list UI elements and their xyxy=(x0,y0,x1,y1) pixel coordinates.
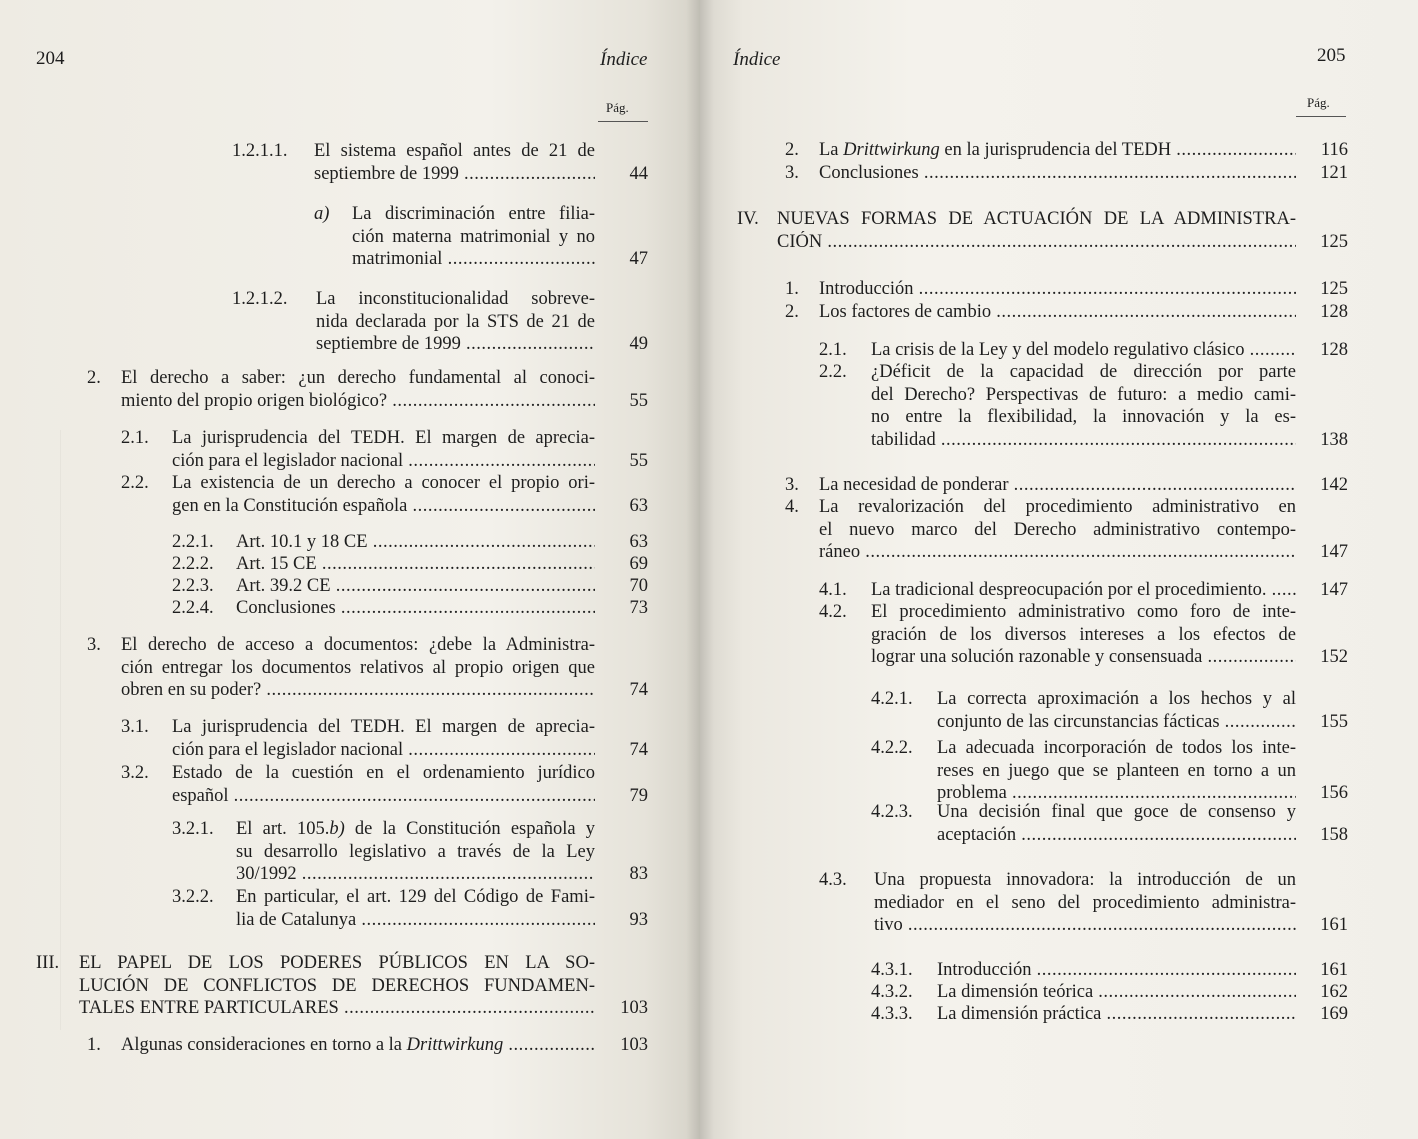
toc-entry-page: 47 xyxy=(629,249,648,269)
toc-entry-text-line: La Drittwirkung en la jurisprudencia del TEDH ..... xyxy=(819,139,1296,162)
toc-entry-text-line: no entre la flexibilidad, la innovación y la es- xyxy=(871,407,1296,427)
toc-entry-text-line: TALES ENTRE PARTICULARES ..... xyxy=(79,997,595,1020)
toc-entry-page: 121 xyxy=(1320,163,1348,183)
toc-entry-text-line: La tradicional despreocupación por el procedimiento. ..... xyxy=(871,579,1296,602)
toc-entry-3 xyxy=(87,634,648,702)
toc-entry-page: 103 xyxy=(620,998,648,1018)
toc-entry-page: 152 xyxy=(1320,647,1348,667)
toc-entry-number: a) xyxy=(314,204,330,224)
toc-entry-page: 63 xyxy=(629,495,648,516)
toc-entry-number: 3. xyxy=(785,475,799,495)
toc-entry-text-line: Estado de la cuestión en el ordenamiento jurídico xyxy=(172,763,595,783)
right-pag-rule xyxy=(1296,116,1346,117)
toc-entry-text-line: Art. 10.1 y 18 CE ..... xyxy=(236,531,595,554)
toc-entry-text-line: gración de los diversos intereses a los efectos de xyxy=(871,624,1296,645)
toc-entry-text-line: septiembre de 1999 ..... xyxy=(316,333,595,356)
toc-entry-number: III. xyxy=(36,953,60,973)
left-pag-label: Pág. xyxy=(606,100,629,115)
right-pag-label: Pág. xyxy=(1307,95,1330,110)
toc-entry-page: 128 xyxy=(1320,302,1348,322)
toc-entry-number: 2.1. xyxy=(819,340,847,360)
toc-entry-number: 4.2.1. xyxy=(871,689,913,709)
toc-entry-text-line: tabilidad ..... xyxy=(871,429,1296,452)
toc-entry-text-line: La inconstitucionalidad sobreve- xyxy=(316,289,595,309)
toc-entry-text-line: el nuevo marco del Derecho administrativo contempo- xyxy=(819,519,1296,540)
toc-entry-text-line: tivo ..... xyxy=(874,914,1296,937)
toc-entry-page: 142 xyxy=(1320,475,1348,495)
toc-entry-number: 3. xyxy=(785,163,799,183)
toc-entry-2-1 xyxy=(819,339,1348,362)
toc-entry-text-line: ción entregar los documentos relativos al propio origen que xyxy=(121,657,595,678)
toc-entry-page: 169 xyxy=(1320,1004,1348,1024)
toc-entry-text-line: obren en su poder? ..... xyxy=(121,679,595,702)
toc-entry-text-line: Art. 15 CE ..... xyxy=(236,553,595,576)
toc-entry-text-line: Introducción ..... xyxy=(937,959,1296,982)
toc-entry-text-line: Conclusiones ..... xyxy=(236,597,595,620)
toc-entry-1-2-1-1 xyxy=(232,140,648,185)
toc-entry-text-line: ción materna matrimonial y no xyxy=(352,226,595,247)
toc-entry-page: 116 xyxy=(1320,140,1348,160)
toc-entry-page: 125 xyxy=(1320,231,1348,252)
toc-entry-text-line: ¿Déficit de la capacidad de dirección por parte xyxy=(871,362,1296,382)
toc-entry-iv xyxy=(737,208,1348,253)
toc-entry-page: 161 xyxy=(1320,960,1348,980)
toc-entry-text-line: La dimensión práctica ..... xyxy=(937,1003,1296,1026)
toc-entry-text-line: LUCIÓN DE CONFLICTOS DE DERECHOS FUNDAMEN- xyxy=(79,975,595,996)
left-running-head: Índice xyxy=(600,49,648,70)
toc-entry-page: 156 xyxy=(1320,783,1348,803)
toc-entry-text-line: español ..... xyxy=(172,785,595,808)
toc-entry-text-line: aceptación ..... xyxy=(937,824,1296,847)
toc-entry-text-line: mediador en el seno del procedimiento administra- xyxy=(874,892,1296,913)
toc-entry-number: 4.2.2. xyxy=(871,738,913,758)
toc-entry-2-2 xyxy=(121,472,648,517)
right-page-number: 205 xyxy=(1317,45,1346,66)
toc-entry-number: 2. xyxy=(785,140,799,160)
toc-entry-text-line: Algunas consideraciones en torno a la Drittwirkung ..... xyxy=(121,1034,595,1057)
toc-entry-number: 4.1. xyxy=(819,580,847,600)
toc-entry-text-line: El procedimiento administrativo como foro de inte- xyxy=(871,602,1296,622)
toc-entry-text-line: CIÓN ..... xyxy=(777,231,1296,254)
toc-entry-text-line: ción para el legislador nacional ..... xyxy=(172,739,595,762)
left-page-number: 204 xyxy=(36,48,65,69)
toc-entry-text-line: La discriminación entre filia- xyxy=(352,204,595,224)
toc-entry-text-line: La jurisprudencia del TEDH. El margen de aprecia- xyxy=(172,717,595,737)
toc-entry-4-3-3 xyxy=(871,1003,1348,1026)
toc-entry-number: 3.2. xyxy=(121,763,149,783)
toc-entry-4 xyxy=(785,496,1348,564)
toc-entry-text-line: La existencia de un derecho a conocer el propio ori- xyxy=(172,473,595,493)
toc-entry-text-line: reses en juego que se planteen en torno a un xyxy=(937,760,1296,781)
toc-entry-text-line: Conclusiones ..... xyxy=(819,162,1296,185)
toc-entry-text-line: ráneo ..... xyxy=(819,541,1296,564)
toc-entry-page: 73 xyxy=(629,598,648,618)
toc-entry-text-line: La correcta aproximación a los hechos y al xyxy=(937,689,1296,709)
toc-entry-text-line: El derecho a saber: ¿un derecho fundamental al conoci- xyxy=(121,368,595,388)
toc-entry-4-2-2 xyxy=(871,737,1348,805)
toc-entry-text-line: matrimonial ..... xyxy=(352,248,595,271)
toc-entry-number: 2.2.1. xyxy=(172,532,214,552)
toc-entry-text-line: EL PAPEL DE LOS PODERES PÚBLICOS EN LA SO- xyxy=(79,953,595,973)
toc-entry-number: 4.3.3. xyxy=(871,1004,913,1024)
toc-entry-a xyxy=(314,203,648,271)
toc-entry-number: 2. xyxy=(87,368,101,388)
toc-entry-3-2 xyxy=(121,762,648,807)
toc-entry-4-3-2 xyxy=(871,981,1348,1004)
toc-entry-number: 2.2. xyxy=(121,473,149,493)
toc-entry-number: 3. xyxy=(87,635,101,655)
toc-entry-page: 162 xyxy=(1320,982,1348,1002)
toc-entry-text-line: Una decisión final que goce de consenso y xyxy=(937,802,1296,822)
toc-entry-number: 4. xyxy=(785,497,799,517)
toc-entry-number: 2.2.4. xyxy=(172,598,214,618)
toc-entry-4-2 xyxy=(819,601,1348,669)
toc-entry-3-2-1 xyxy=(172,818,648,886)
toc-entry-2-2-1 xyxy=(172,531,648,554)
toc-entry-text-line: gen en la Constitución española ..... xyxy=(172,495,595,518)
toc-entry-page: 161 xyxy=(1320,915,1348,935)
toc-entry-page: 70 xyxy=(629,576,648,596)
toc-entry-text-line: septiembre de 1999 ..... xyxy=(314,163,595,186)
toc-entry-number: 1. xyxy=(87,1035,101,1055)
toc-entry-page: 69 xyxy=(629,554,648,574)
toc-entry-number: 3.1. xyxy=(121,717,149,737)
toc-entry-number: 2. xyxy=(785,302,799,322)
toc-entry-number: 4.3.2. xyxy=(871,982,913,1002)
toc-entry-page: 74 xyxy=(629,739,648,760)
toc-entry-text-line: La necesidad de ponderar ..... xyxy=(819,474,1296,497)
toc-entry-number: 1.2.1.1. xyxy=(232,141,288,161)
toc-entry-1-2-1-2 xyxy=(232,288,648,356)
toc-entry-number: 1. xyxy=(785,279,799,299)
toc-entry-text-line: La revalorización del procedimiento administrativo en xyxy=(819,497,1296,517)
toc-entry-number: 4.2.3. xyxy=(871,802,913,822)
toc-entry-text-line: 30/1992 ..... xyxy=(236,863,595,886)
toc-entry-text-line: La jurisprudencia del TEDH. El margen de aprecia- xyxy=(172,428,595,448)
toc-entry-3-2-2 xyxy=(172,886,648,931)
toc-entry-page: 147 xyxy=(1320,542,1348,562)
toc-entry-page: 103 xyxy=(620,1035,648,1055)
toc-entry-number: 2.2.2. xyxy=(172,554,214,574)
toc-entry-page: 79 xyxy=(629,785,648,806)
toc-entry-1 xyxy=(87,1034,648,1057)
toc-entry-text-line: Una propuesta innovadora: la introducción de un xyxy=(874,870,1296,890)
toc-entry-number: 2.2. xyxy=(819,362,847,382)
toc-entry-2 xyxy=(785,139,1348,162)
toc-entry-2-2-4 xyxy=(172,597,648,620)
toc-entry-number: 3.2.1. xyxy=(172,819,214,839)
toc-entry-text-line: La crisis de la Ley y del modelo regulativo clásico ..... xyxy=(871,339,1296,362)
toc-entry-number: 2.1. xyxy=(121,428,149,448)
toc-entry-page: 55 xyxy=(629,450,648,471)
toc-entry-4-3-1 xyxy=(871,959,1348,982)
toc-entry-2 xyxy=(785,301,1348,324)
toc-entry-iii xyxy=(36,952,648,1020)
toc-entry-text-line: La dimensión teórica ..... xyxy=(937,981,1296,1004)
toc-entry-page: 128 xyxy=(1320,340,1348,360)
right-running-head: Índice xyxy=(733,49,781,70)
toc-entry-4-3 xyxy=(819,869,1348,937)
toc-entry-text-line: El art. 105.b) de la Constitución española y xyxy=(236,819,595,839)
toc-entry-3 xyxy=(785,162,1348,185)
toc-entry-3-1 xyxy=(121,716,648,761)
toc-entry-page: 125 xyxy=(1320,279,1348,299)
toc-entry-number: 2.2.3. xyxy=(172,576,214,596)
toc-entry-text-line: Art. 39.2 CE ..... xyxy=(236,575,595,598)
toc-entry-text-line: problema ..... xyxy=(937,782,1296,805)
toc-entry-number: 3.2.2. xyxy=(172,887,214,907)
toc-entry-number: 4.3.1. xyxy=(871,960,913,980)
toc-entry-text-line: su desarrollo legislativo a través de la Ley xyxy=(236,841,595,862)
toc-entry-text-line: Introducción ..... xyxy=(819,278,1296,301)
toc-entry-page: 74 xyxy=(629,680,648,700)
toc-entry-2-2-3 xyxy=(172,575,648,598)
toc-entry-text-line: El sistema español antes de 21 de xyxy=(314,141,595,161)
show-through-left xyxy=(0,430,61,1030)
toc-entry-page: 44 xyxy=(629,163,648,184)
toc-entry-text-line: ción para el legislador nacional ..... xyxy=(172,450,595,473)
left-pag-rule xyxy=(598,121,648,122)
toc-entry-4-2-3 xyxy=(871,801,1348,846)
toc-entry-2-2 xyxy=(819,361,1348,451)
toc-entry-text-line: miento del propio origen biológico? ..... xyxy=(121,390,595,413)
toc-entry-number: 4.2. xyxy=(819,602,847,622)
toc-entry-text-line: nida declarada por la STS de 21 de xyxy=(316,311,595,332)
toc-entry-text-line: NUEVAS FORMAS DE ACTUACIÓN DE LA ADMINISTRA- xyxy=(777,209,1296,229)
toc-entry-page: 83 xyxy=(629,864,648,884)
toc-entry-4-1 xyxy=(819,579,1348,602)
toc-entry-text-line: del Derecho? Perspectivas de futuro: a medio cami- xyxy=(871,384,1296,405)
toc-entry-page: 155 xyxy=(1320,711,1348,732)
toc-entry-page: 55 xyxy=(629,390,648,411)
toc-entry-text-line: La adecuada incorporación de todos los inte- xyxy=(937,738,1296,758)
toc-entry-1 xyxy=(785,278,1348,301)
toc-entry-page: 93 xyxy=(629,909,648,930)
toc-entry-text-line: El derecho de acceso a documentos: ¿debe la Administra- xyxy=(121,635,595,655)
toc-entry-3 xyxy=(785,474,1348,497)
toc-entry-4-2-1 xyxy=(871,688,1348,733)
toc-entry-page: 49 xyxy=(629,334,648,354)
toc-entry-2-2-2 xyxy=(172,553,648,576)
toc-entry-2 xyxy=(87,367,648,412)
toc-entry-text-line: lograr una solución razonable y consensuada ..... xyxy=(871,646,1296,669)
toc-entry-2-1 xyxy=(121,427,648,472)
toc-entry-page: 63 xyxy=(629,532,648,552)
toc-entry-text-line: lia de Catalunya ..... xyxy=(236,909,595,932)
toc-entry-page: 147 xyxy=(1320,580,1348,600)
toc-entry-text-line: Los factores de cambio ..... xyxy=(819,301,1296,324)
toc-entry-number: 4.3. xyxy=(819,870,847,890)
toc-entry-page: 138 xyxy=(1320,429,1348,450)
book-gutter xyxy=(686,0,714,1139)
toc-entry-text-line: conjunto de las circunstancias fácticas ..... xyxy=(937,711,1296,734)
toc-entry-page: 158 xyxy=(1320,824,1348,845)
toc-entry-text-line: En particular, el art. 129 del Código de Fami- xyxy=(236,887,595,907)
toc-entry-number: IV. xyxy=(737,209,759,229)
toc-entry-number: 1.2.1.2. xyxy=(232,289,288,309)
